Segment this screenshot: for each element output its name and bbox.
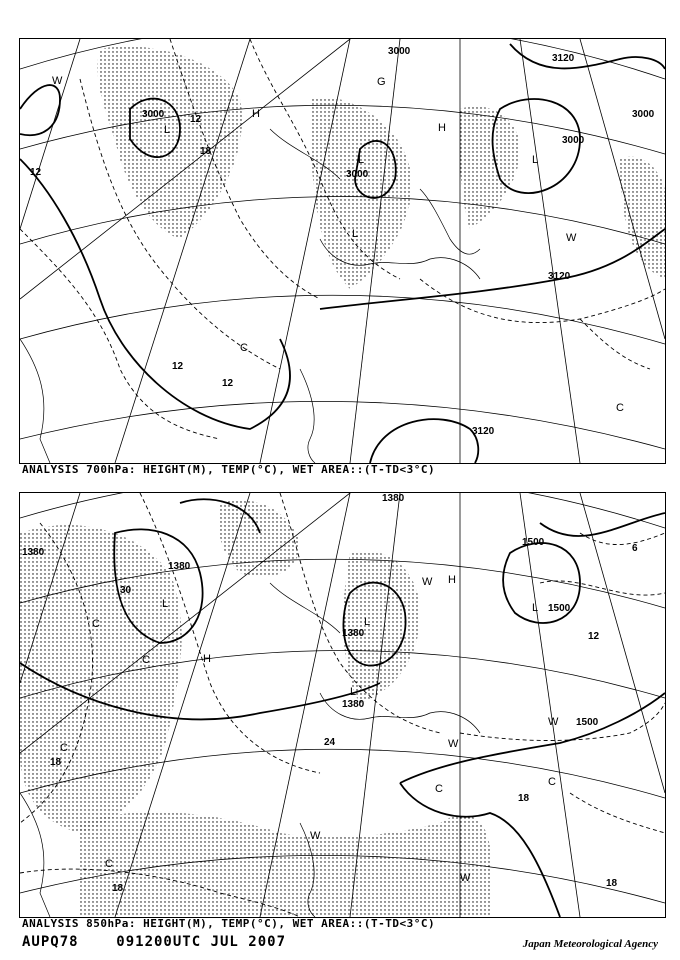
isotherm-label: 12 xyxy=(222,378,234,389)
cold-symbol: C xyxy=(548,776,556,788)
high-symbol: H xyxy=(203,653,211,665)
contour-label: 1380 xyxy=(22,547,45,558)
isotherm-label: 12 xyxy=(30,167,42,178)
contour-label: 3000 xyxy=(632,109,655,120)
low-symbol: L xyxy=(364,616,371,628)
contour-label: 1380 xyxy=(382,493,405,504)
warm-symbol: W xyxy=(310,830,321,842)
low-symbol: L xyxy=(164,124,171,136)
cold-symbol: C xyxy=(240,342,248,354)
weather-chart-850hpa xyxy=(20,493,665,917)
cold-symbol: C xyxy=(616,402,624,414)
cold-symbol: C xyxy=(105,858,113,870)
isotherm-label: 12 xyxy=(172,361,184,372)
warm-symbol: W xyxy=(52,75,63,87)
high-symbol: H xyxy=(448,574,456,586)
contour-label: 3120 xyxy=(552,53,575,64)
low-symbol: L xyxy=(532,154,539,166)
isotherm-label: 12 xyxy=(190,114,202,125)
high-symbol: H xyxy=(252,108,260,120)
cold-symbol: C xyxy=(435,783,443,795)
warm-symbol: W xyxy=(448,738,459,750)
isotherm-label: 6 xyxy=(632,543,638,554)
contour-label: 1500 xyxy=(576,717,599,728)
contour-label: 1380 xyxy=(168,561,191,572)
isotherm-label: 18 xyxy=(200,146,212,157)
map-panel-850hpa xyxy=(19,492,666,918)
low-symbol: L xyxy=(162,598,169,610)
cold-symbol: C xyxy=(92,618,100,630)
warm-symbol: W xyxy=(548,716,559,728)
low-symbol: L xyxy=(352,228,359,240)
contour-label: 1380 xyxy=(342,699,365,710)
chart-caption-700hpa: ANALYSIS 700hPa: HEIGHT(M), TEMP(°C), WET AREA::(T-TD<3°C) xyxy=(22,463,436,476)
isotherm-label: 18 xyxy=(112,883,124,894)
isotherm-label: 24 xyxy=(324,737,336,748)
isotherm-label: 30 xyxy=(120,585,132,596)
warm-symbol: W xyxy=(566,232,577,244)
weather-chart-700hpa xyxy=(20,39,665,463)
warm-symbol: W xyxy=(460,872,471,884)
contour-label: 1500 xyxy=(522,537,545,548)
contour-label: 3000 xyxy=(388,46,411,57)
contour-label: 3000 xyxy=(562,135,585,146)
low-symbol: L xyxy=(532,602,539,614)
isotherm-label: 12 xyxy=(588,631,600,642)
contour-label: 1500 xyxy=(548,603,571,614)
ridge-symbol: G xyxy=(377,76,386,88)
contour-label: 3120 xyxy=(472,426,495,437)
cold-symbol: C xyxy=(142,654,150,666)
low-symbol: L xyxy=(358,154,365,166)
agency-credit: Japan Meteorological Agency xyxy=(522,938,658,950)
contour-label: 3000 xyxy=(142,109,165,120)
isotherm-label: 18 xyxy=(50,757,62,768)
low-symbol: L xyxy=(350,686,357,698)
contour-label: 3120 xyxy=(548,271,571,282)
map-panel-700hpa xyxy=(19,38,666,464)
bulletin-header: AUPQ78 091200UTC JUL 2007 xyxy=(22,934,287,950)
contour-label: 1380 xyxy=(342,628,365,639)
warm-symbol: W xyxy=(422,576,433,588)
isotherm-label: 18 xyxy=(606,878,618,889)
high-symbol: H xyxy=(438,122,446,134)
chart-caption-850hpa: ANALYSIS 850hPa: HEIGHT(M), TEMP(°C), WET AREA::(T-TD<3°C) xyxy=(22,917,436,930)
isotherm-label: 18 xyxy=(518,793,530,804)
cold-symbol: C xyxy=(60,742,68,754)
contour-label: 3000 xyxy=(346,169,369,180)
